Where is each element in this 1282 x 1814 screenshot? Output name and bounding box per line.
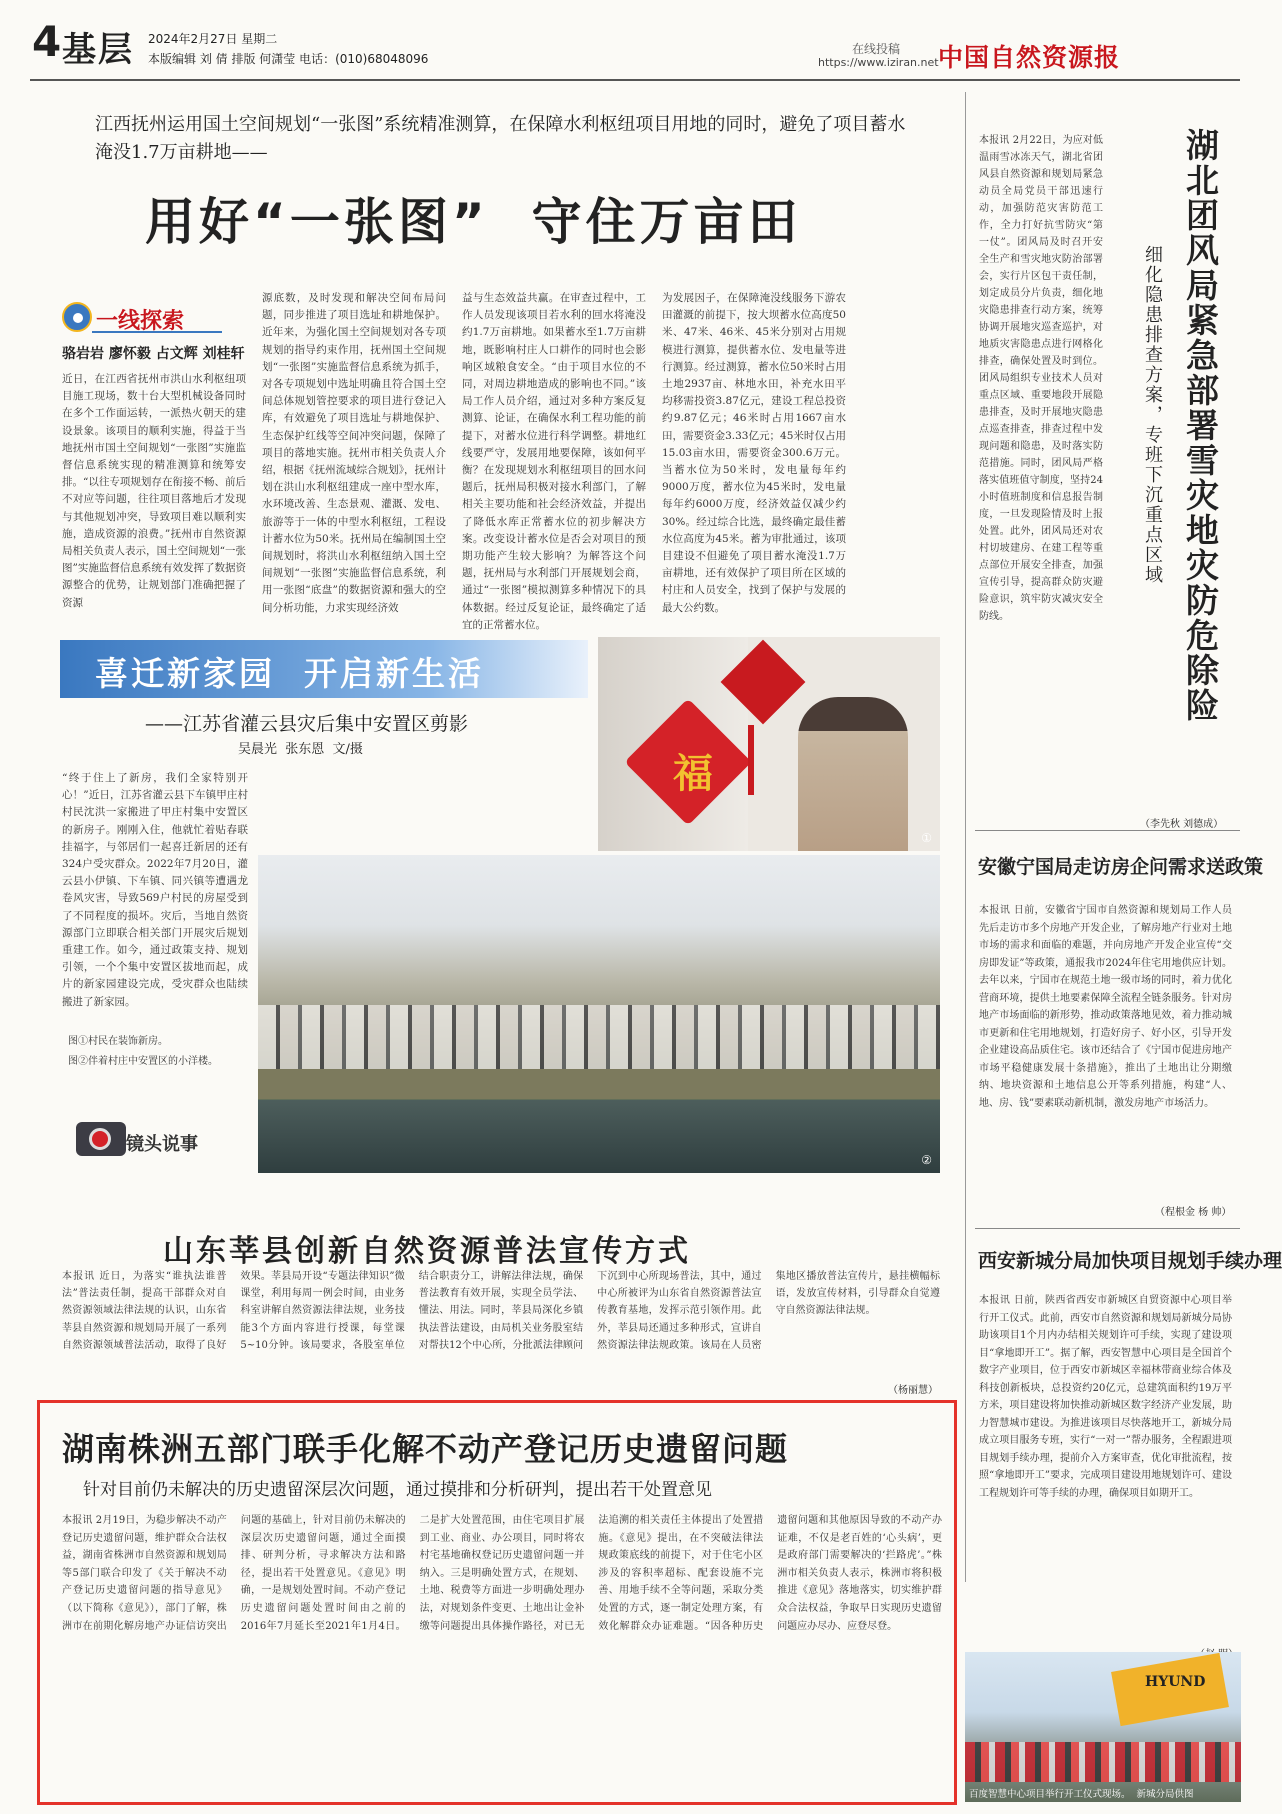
hubei-body-continued xyxy=(979,680,1231,800)
photo-decorating-home: 福 ① xyxy=(598,637,940,851)
photo-story-subtitle: ——江苏省灌云县灾后集中安置区剪影 xyxy=(145,713,469,735)
paper-name: 中国自然资源报 xyxy=(938,43,1121,72)
masthead-rule xyxy=(30,79,1240,81)
lead-col-1: 近日，在江西省抚州市洪山水利枢纽项目施工现场，数十台大型机械设备同时在多个工作面运转，一派热火朝天的建设景象。该项目的顺利实施，得益于当地抚州市国土空间规划“一张图”实施监督信息系统实现的精准测算和统筹安排。“以往专项规划存在衔接不畅、前后不对应等问题，往往项目落地后才发现与其他规划冲突，导致项目难以顺利实施，造成资源的浪费。”抚州市自然资源局相关负责人表示，国土空间规划“一张图”实施监督信息系统有效发挥了数据资源整合的优势，让规划部门准确把握了资源 xyxy=(62,373,246,609)
lens-story-badge xyxy=(76,1116,216,1162)
photo-groundbreaking-ceremony: HYUND 百度智慧中心项目举行开工仪式现场。 新城分局供图 xyxy=(965,1652,1241,1802)
issue-date: 2024年2月27日 星期二 xyxy=(148,32,278,46)
photo-caption-1: 图①村民在装饰新房。 xyxy=(68,1036,168,1047)
anhui-title: 安徽宁国局走访房企问需求送政策 xyxy=(978,856,1264,878)
hunan-body: 本报讯 2月19日，为稳步解决不动产登记历史遗留问题，维护群众合法权益，湖南省株洲市自然资源和规划局等5部门联合印发了《关于解决不动产登记历史遗留问题的指导意见》（以下简称《意见》），部门了解，株洲市在前期化解房地产办证信访突出问题的基础上，针对目前仍未解决的深层次历史遗留问题，通过全面摸排、研判分析，寻求解决方法和路径，提出若干处置意见。《意见》明确，一是规划处置时间。不动产登记历史遗留问题处置时间由之前的2016年7月延长至2021年1月4日。二是扩大处置范围，由住宅项目扩展到工业、商业、办公项目，同时将农村宅基地确权登记历史遗留问题一并纳入。三是明确处置方式，在规划、土地、税费等方面进一步明确处理办法，对规划条件变更、土地出让金补缴等问题提出具体操作路径，对已无法追溯的相关责任主体提出了处置措施。《意见》提出，在不突破法律法规政策底线的前提下，对于住宅小区涉及的容积率超标、配套设施不完善、用地手续不全等问题，采取分类处置的方式，逐一制定处理方案，有效化解群众办证难题。“因各种历史遗留问题和其他原因导致的不动产办证难，不仅是老百姓的‘心头病’，更是政府部门需要解决的‘拦路虎’。”株洲市相关负责人表示，株洲市将积极推进《意见》落地落实，切实维护群众合法权益，争取早日实现历史遗留问题应办尽办、应登尽登。 xyxy=(62,1515,942,1632)
hubei-body: 本报讯 2月22日，为应对低温雨雪冰冻天气，湖北省团风县自然资源和规划局紧急动员全局党员干部迅速行动，加强防范灾害防范工作，全力打好抗雪防灾“第一仗”。团风局及时召开安全生产和雪灾地灾防治部署会，实行片区包干责任制，划定成员分片负责，细化地灾隐患排查行动方案，统筹协调开展地灾巡查巡护，对地质灾害隐患点进行网格化排查，确保处置及时到位。团风局组织专业技术人员对重点区域、重要地段开展隐患排查，及时开展地灾隐患点巡查排查，排查过程中发现问题和隐患，及时落实防范措施。同时，团风局严格落实值班值守制度，坚持24小时值班制度和信息报告制度，一旦发现险情及时上报处置。此外，团风局还对农村切坡建房、在建工程等重点部位开展安全排查，加强宣传引导，提高群众防灾避险意识，筑牢防灾减灾安全防线。 xyxy=(979,135,1103,622)
anhui-body: 本报讯 日前，安徽省宁国市自然资源和规划局工作人员先后走访市多个房地产开发企业，了解房地产行业对土地市场的需求和面临的难题，并向房地产开发企业宣传“交房即发证”等政策，通报我市2024年住宅用地供应计划。去年以来，宁国市在规范土地一级市场的同时，着力优化营商环境，提供土地要素保障全流程全链条服务。针对房地产市场面临的新形势，推动政策落地见效，着力推动城市更新和住宅用地规划，打造好房子、好小区，引导开发企业建设高品质住宅。该市还结合了《宁国市促进房地产市场平稳健康发展十条措施》，推出了土地出让分期缴纳、地块资源和土地信息公开等系列措施，构建“人、地、房、钱”要素联动新机制，激发房地产市场活力。 xyxy=(979,905,1232,1109)
photo-caption-2: 图②伴着村庄中安置区的小洋楼。 xyxy=(68,1056,218,1067)
photo-story-banner xyxy=(60,640,588,698)
xian-body: 本报讯 日前，陕西省西安市新城区自贸资源中心项目举行开工仪式。此前，西安市自然资源和规划局新城分局协助该项目1个月内办结相关规划许可手续，实现了建设项目“拿地即开工”。据了解，西安智慧中心项目是全国首个数字产业项目，位于西安市新城区幸福林带商业综合体及科技创新板块，总投资约20亿元，总建筑面积约19万平方米，项目建设将加快推动新城区数字经济产业发展，助力智慧城市建设。为推进该项目尽快落地开工，新城分局成立项目服务专班，实行“一对一”帮办服务，全程跟进项目规划手续办理，提前介入方案审查，优化审批流程，按照“拿地即开工”要求，完成项目建设用地规划许可、建设工程规划许可等手续的办理，确保项目如期开工。 xyxy=(979,1295,1232,1499)
camera-icon xyxy=(76,1122,126,1156)
anhui-top-rule xyxy=(975,830,1240,831)
lead-col-4: 为发展因子，在保障淹没线服务下游农田灌溉的前提下，按大坝蓄水位高度50米、47米、46米、45米分别对占用规模进行测算，提供蓄水位、发电量等进行测算。经过测算，蓄水位50米时占用土地2937亩、林地水田，补充水田平均移需投资3.87亿元，建设工程总投资约9.87亿元；46米时占用1667亩水田，需要资金3.33亿元；45米时仅占用15.03亩水田，需要资金300.6万元。当蓄水位为50米时，发电量每年约9000万度，蓄水位为45米时，发电量每年约6000万度，经济效益仅减少约30%。经过综合比选，最终确定最佳蓄水位高度为45米。蓄为审批通过，该项目建设不但避免了项目蓄水淹没1.7万亩耕地，还有效保护了项目所在区域的村庄和人员安全，找到了保护与发展的最大公约数。 xyxy=(662,292,846,614)
photo-story-credit: 吴晨光 张东恩 文/摄 xyxy=(238,742,363,757)
xian-top-rule xyxy=(975,1228,1240,1229)
xian-title: 西安新城分局加快项目规划手续办理 xyxy=(978,1250,1282,1272)
photo-resettlement-village: ② xyxy=(258,855,940,1173)
woman-figure xyxy=(798,697,908,851)
site-url[interactable]: https://www.iziran.net xyxy=(818,56,939,69)
column-badge xyxy=(62,302,232,334)
shandong-body: 本报讯 近日，为落实“谁执法谁普法”普法责任制，提高干部群众对自然资源领域法律法规的认识，山东省莘县自然资源和规划局开展了一系列自然资源领域普法活动，取得了良好效果。莘县局开设“专题法律知识”微课堂，利用每周一例会时间，由业务科室讲解自然资源法律法规，业务技能3个方面内容进行授课，每堂课5~10分钟。该局要求，各股室单位结合职责分工，讲解法律法规，确保普法教育有效开展，实现全员学法、懂法、用法。同时，莘县局深化乡镇执法普法建设，由局机关业务股室结对帮扶12个中心所，分批派法律顾问下沉到中心所现场普法，其中，通过中心所被评为山东省自然资源普法宣传教育基地，发挥示范引领作用。此外，莘县局还通过多种形式，宣讲自然资源法律法规政策。该局在人员密集地区播放普法宣传片，悬挂横幅标语，发放宣传材料，引导群众自觉遵守自然资源法律法规。 xyxy=(62,1271,940,1351)
photo-caption-xian: 百度智慧中心项目举行开工仪式现场。 新城分局供图 xyxy=(969,1789,1194,1800)
column-badge-label: 一线探索 xyxy=(96,309,185,334)
page-number: 4 xyxy=(32,17,62,66)
lead-authors: 骆岩岩 廖怀毅 占文辉 刘桂轩 xyxy=(62,346,245,362)
lead-headline: 用好“一张图” 守住万亩田 xyxy=(145,193,802,251)
hunan-title: 湖南株洲五部门联手化解不动产登记历史遗留问题 xyxy=(62,1430,789,1468)
editor-info: 本版编辑 刘 倩 排版 何潇莹 电话：(010)68048096 xyxy=(148,52,429,66)
online-label: 在线投稿 xyxy=(852,42,901,56)
photo-story-body: “终于住上了新房，我们全家特别开心！”近日，江苏省灌云县下车镇甲庄村村民沈洪一家搬进了甲庄村集中安置区的新房子。刚刚入住，他就忙着贴春联挂福字，与邻居们一起喜迁新居的还有324户受灾群众。2022年7月20日，灌云县小伊镇、下车镇、同兴镇等遭遇龙卷风灾害，导致569户村民的房屋受到了不同程度的损坏。灾后，当地自然资源部门立即联合相关部门开展灾后规划重建工作。如今，通过政策支持、规划引领，一个个集中安置区拔地而起，成片的新家园建设完成，受灾群众也陆续搬进了新家园。 xyxy=(62,772,248,1008)
hubei-author: （李先秋 刘德成） xyxy=(1140,819,1224,830)
hunan-subtitle: 针对目前仍未解决的历史遗留深层次问题，通过摸排和分析研判，提出若干处置意见 xyxy=(83,1480,712,1500)
section-name: 基层 xyxy=(62,30,134,70)
lead-col-2: 源底数，及时发现和解决空间布局问题，同步推进了项目选址和耕地保护。近年来，为强化国土空间规划对各专项规划的指导约束作用，抚州国土空间规划“一张图”实施监督信息系统为抓手，对各专项规划中选址明确且符合国土空间总体规划管控要求的项目进行登记入库，有效避免了项目选址与耕地保护、生态保护红线等空间冲突问题，保障了项目的落地实施。抚州市相关负责人介绍，根据《抚州流域综合规划》，抚州计划在洪山水利枢纽建成一座中型水库，水环境改善、生态景观、灌溉、发电、旅游等于一体的中型水利枢纽，工程设计蓄水位为50米。抚州局在编制国土空间规划时，将洪山水利枢纽纳入国土空间规划“一张图”实施监督信息系统，利用一张图“底盘”的数据资源和强大的空间分析功能，力求实现经济效 xyxy=(262,292,446,614)
river xyxy=(258,1100,940,1173)
shandong-author: （杨丽慧） xyxy=(888,1385,938,1396)
photo-story-title: 喜迁新家园 开启新生活 xyxy=(95,654,484,693)
lead-intro: 江西抚州运用国土空间规划“一张图”系统精准测算，在保障水利枢纽项目用地的同时，避免了项目蓄水淹没1.7万亩耕地—— xyxy=(95,114,906,163)
lens-story-label: 镜头说事 xyxy=(126,1134,198,1155)
right-column-divider xyxy=(965,92,966,1582)
hubei-title: 湖北团风局紧急部署雪灾地灾防危除险 xyxy=(1181,128,1220,723)
anhui-author: （程根金 杨 帅） xyxy=(1155,1207,1232,1218)
hubei-subtitle: 细化隐患排查方案，专班下沉重点区域 xyxy=(1142,245,1163,585)
shandong-title: 山东莘县创新自然资源普法宣传方式 xyxy=(163,1234,691,1269)
lead-col-3: 益与生态效益共赢。在审查过程中，工作人员发现该项目若水利的回水将淹没约1.7万亩耕地。如果蓄水至1.7万亩耕地，既影响村庄人口耕作的同时也会影响区域粮食安全。“由于项目水位的不同，对周边耕地造成的影响也不同。”该局工作人员介绍，通过对多种方案反复测算、论证，在确保水利工程功能的前提下，对蓄水位进行科学调整。耕地红线要严守，发展用地要保障，该如何平衡？在发现规划水利枢纽项目的回水问题后，抚州局积极对接水利部门，了解相关主要功能和社会经济效益，并提出了降低水库正常蓄水位的初步解决方案。改变设计蓄水位是否会对项目的预期功能产生较大影响？为解答这个问题，抚州局与水利部门开展规划会商，通过“一张图”模拟测算多种情况下的具体数据。经过反复论证，最终确定了适宜的正常蓄水位。 xyxy=(462,292,646,631)
eye-badge-icon xyxy=(62,302,92,332)
